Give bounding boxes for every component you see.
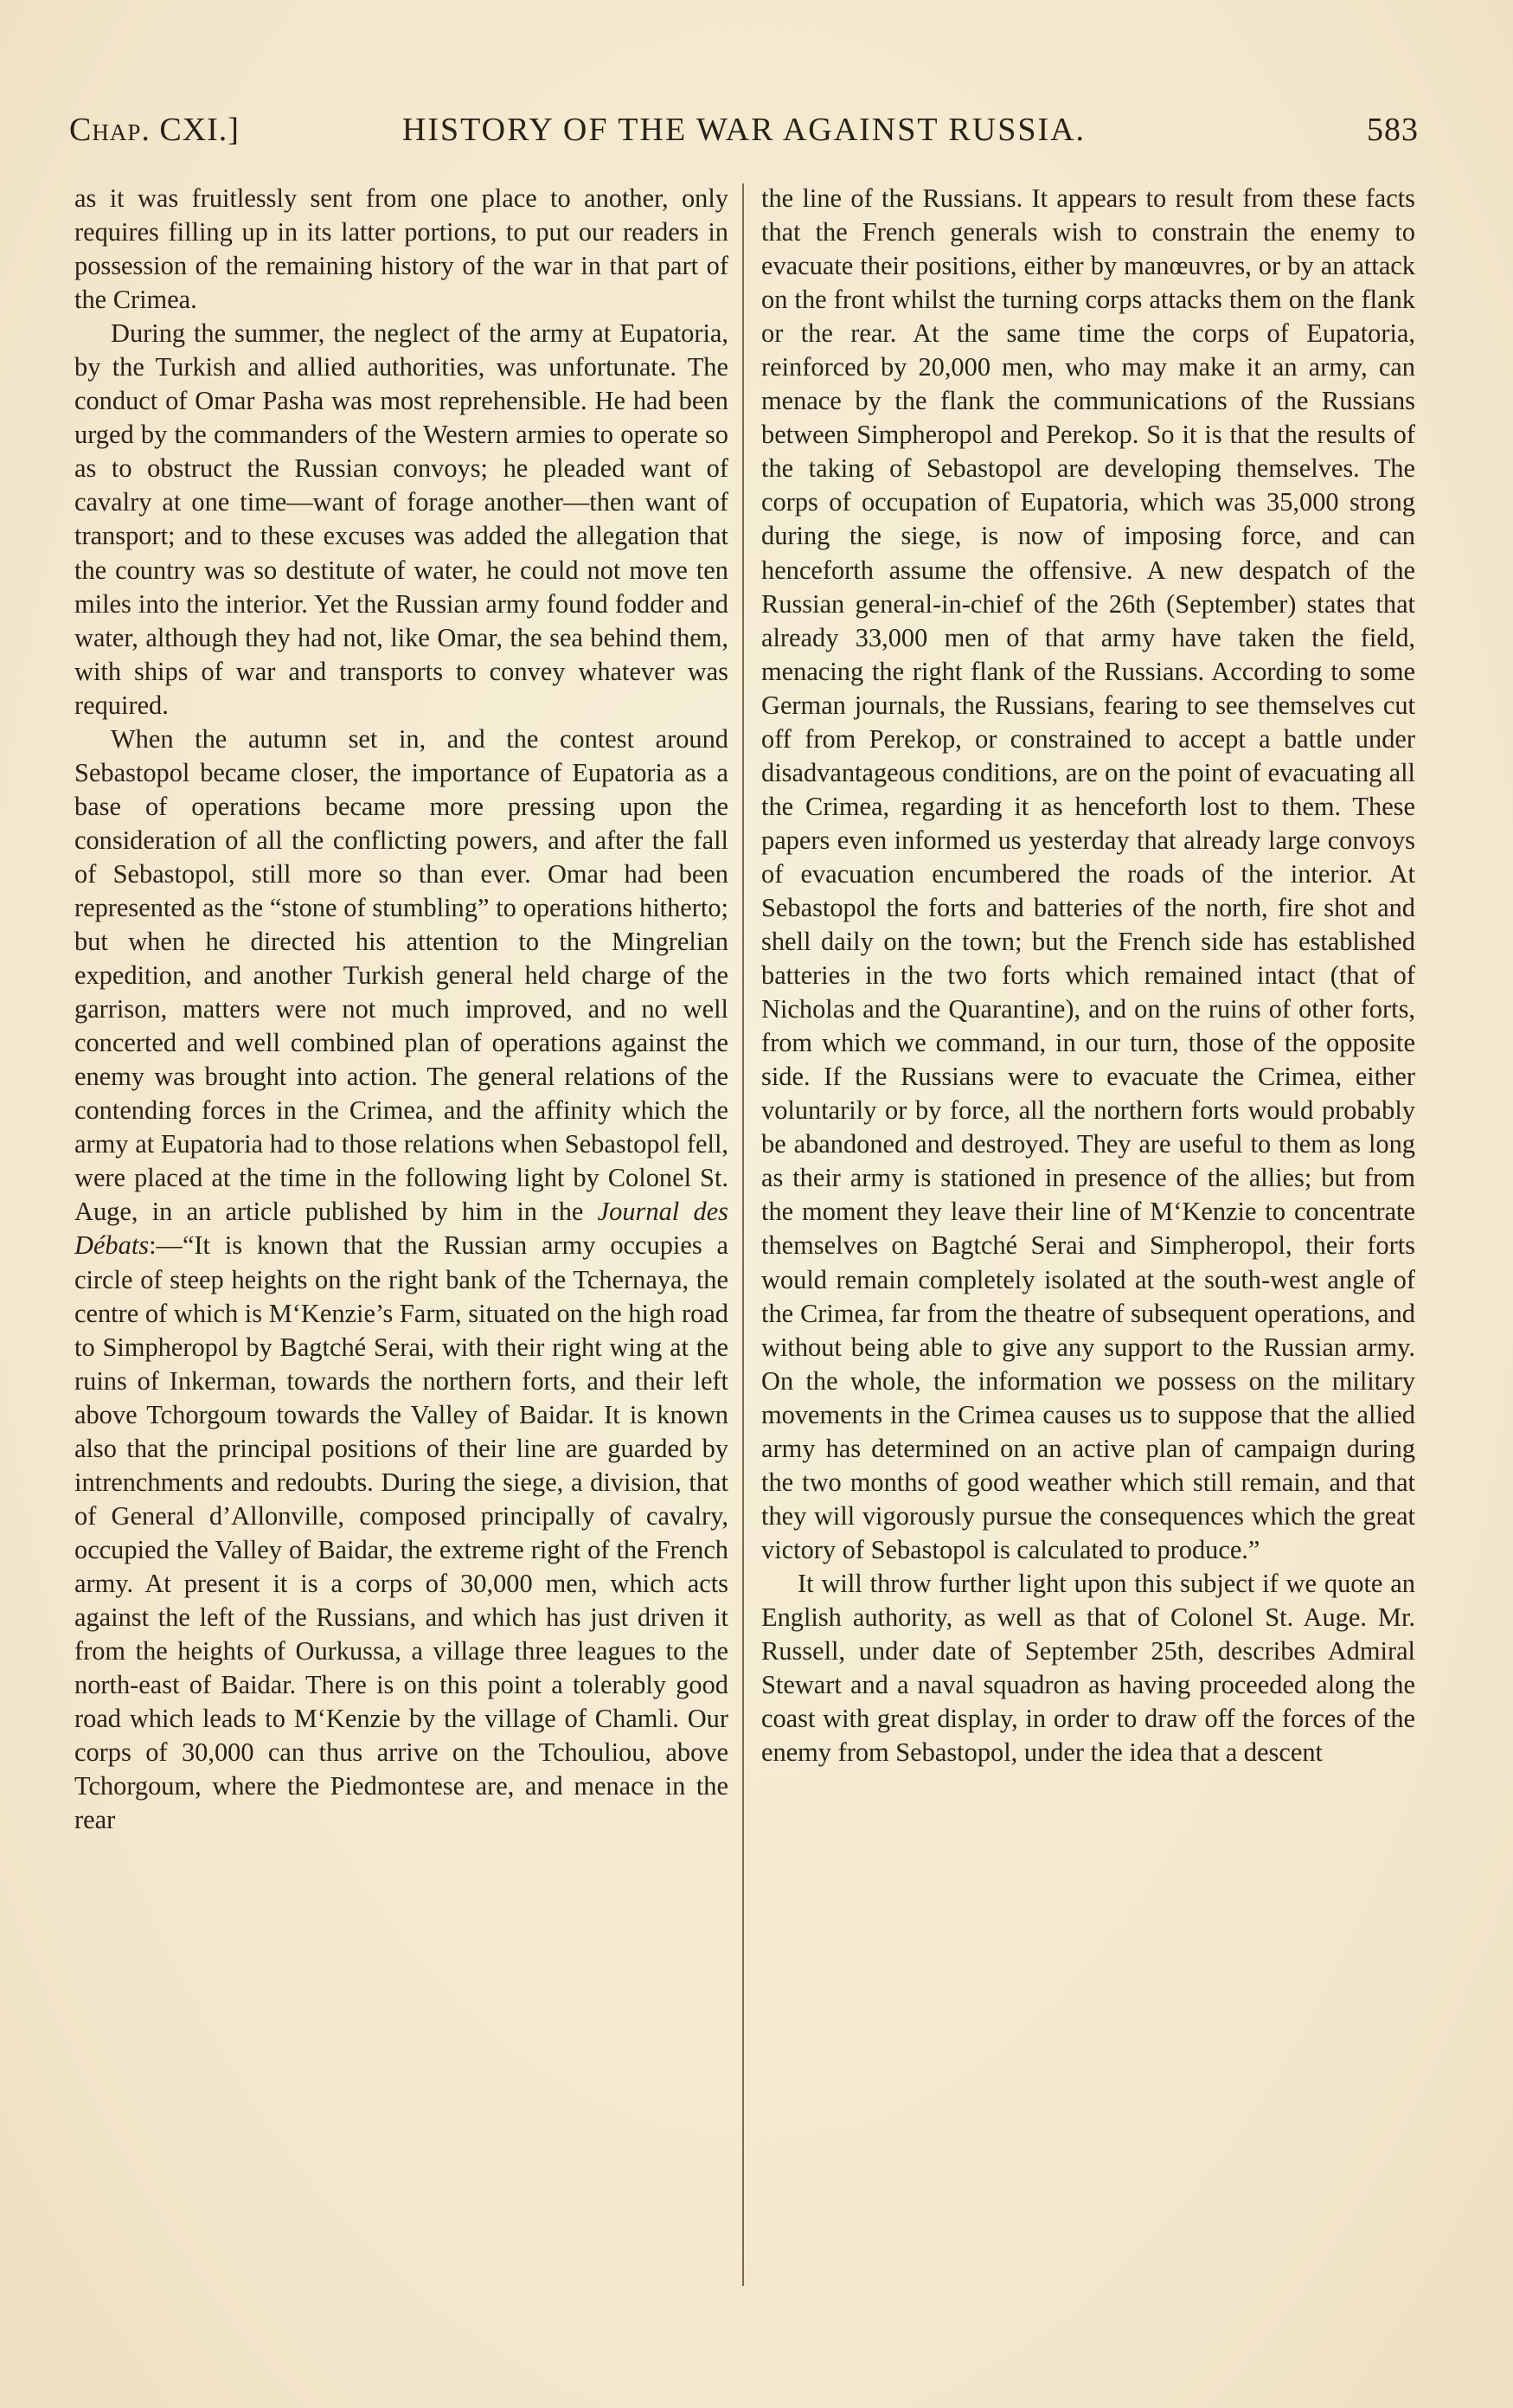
column-divider (742, 183, 744, 2286)
left-column (74, 182, 728, 1837)
paragraph-autumn (74, 722, 728, 1838)
paragraph-eupatoria-summer: During the summer, the neglect of the army at Eupatoria, by the Turkish and allied authorities, was unfortunate. The conduct of Omar Pasha was most reprehensible. He had been urged by the commanders of the Western armies to operate so as to obstruct the Russian convoys; he pleaded want of cavalry at one time—want of forage another—then want of transport; and to these excuses was added the allegation that the country was so destitute of water, he could not move ten miles into the interior. Yet the Russian army found fodder and water, although they had not, like Omar, the sea behind them, with ships of war and transports to convey whatever was required. (74, 318, 728, 720)
paragraph-english-authority: It will throw further light upon this subject if we quote an English authority, as well as that of Colonel St. Auge. Mr. Russell, under date of September 25th, describes Admiral Stewart and a naval squadron as having proceeded along the coast with great display, in order to draw off the forces of the enemy from Sebastopol, under the idea that a descent (761, 1568, 1415, 1768)
paragraph-quote-continued: the line of the Russians. It appears to result from these facts that the French generals wish to constrain the enemy to evacuate their positions, either by manœuvres, or by an attack on the front whilst the turning corps attacks them on the flank or the rear. At the same time the corps of Eupatoria, reinforced by 20,000 men, who may make it an army, can menace by the flank the communications of the Russians between Simpheropol and Perekop. So it is that the results of the taking of Sebastopol are developing themselves. The corps of occupation of Eupatoria, which was 35,000 strong during the siege, is now of imposing force, and can henceforth assume the offensive. A new despatch of the Russian general-in-chief of the 26th (September) states that already 33,000 men of that army have taken the field, menacing the right flank of the Russians. According to some German journals, the Russians, fearing to see themselves cut off from Perekop, or constrained to accept a battle under disadvantageous conditions, are on the point of evacuating all the Crimea, regarding it as henceforth lost to them. These papers even informed us yesterday that already large convoys of evacuation encumbered the roads of the interior. At Sebastopol the forts and batteries of the north, fire shot and shell daily on the town; but the French side has established batteries in the two forts which remained intact (that of Nicholas and the Quarantine), and on the ruins of other forts, from which we command, in our turn, those of the opposite side. If the Russians were to evacuate the Crimea, either voluntarily or by force, all the northern forts would probably be abandoned and destroyed. They are useful to them as long as their army is stationed in presence of the allies; but from the moment they leave their line of M‘Kenzie to concentrate themselves on Bagtché Serai and Simpheropol, their forts would remain completely isolated at the south-west angle of the Crimea, far from the theatre of subsequent operations, and without being able to give any support to the Russian army. On the whole, the information we possess on the military movements in the Crimea causes us to suppose that the allied army has determined on an active plan of campaign during the two months of good weather which still remain, and that they will vigorously pursue the consequences which the great victory of Sebastopol is calculated to produce.” (761, 183, 1415, 1564)
chapter-label: Chap. CXI.] (69, 112, 240, 148)
paragraph-autumn-text: When the autumn set in, and the contest around Sebastopol became closer, the importance of Eupatoria as a base of operations became more pressing upon the consideration of all the conflicting powers, and after the fall of Sebastopol, still more so than ever. Omar had been represented as the “stone of stumbling” to operations hitherto; but when he directed his attention to the Mingrelian expedition, and another Turkish general held charge of the garrison, matters were not much improved, and no well concerted and well combined plan of operations against the enemy was brought into action. The general relations of the contending forces in the Crimea, and the affinity which the army at Eupatoria had to those relations when Sebastopol fell, were placed at the time in the following light by Colonel St. Auge, in an article published by him in the (74, 723, 728, 1227)
page-number: 583 (1367, 112, 1419, 148)
running-header (69, 111, 1419, 154)
running-title: HISTORY OF THE WAR AGAINST RUSSIA. (401, 112, 1087, 148)
journal-title: Journal des Débats (74, 1197, 728, 1261)
paragraph-continued: as it was fruitlessly sent from one place to another, only requires filling up in its latter portions, to put our readers in possession of the remaining history of the war in that part of the Crimea. (74, 183, 728, 315)
paragraph-quote-text: :—“It is known that the Russian army occupies a circle of steep heights on the right bank of the Tchernaya, the centre of which is M‘Kenzie’s Farm, situated on the high road to Simpheropol by Bagtché Serai, with their right wing at the ruins of Inkerman, towards the northern forts, and their left above Tchorgoum towards the Valley of Baidar. It is known also that the principal positions of their line are guarded by intrenchments and redoubts. During the siege, a division, that of General d’Allonville, composed principally of cavalry, occupied the Valley of Baidar, the extreme right of the French army. At present it is a corps of 30,000 men, which acts against the left of the Russians, and which has just driven it from the heights of Ourkussa, a village three leagues to the north-east of Baidar. There is on this point a tolerably good road which leads to M‘Kenzie by the village of Chamli. Our corps of 30,000 can thus arrive on the Tchouliou, above Tchorgoum, where the Piedmontese are, and menace in the rear (74, 1230, 728, 1835)
right-column (761, 182, 1415, 1769)
